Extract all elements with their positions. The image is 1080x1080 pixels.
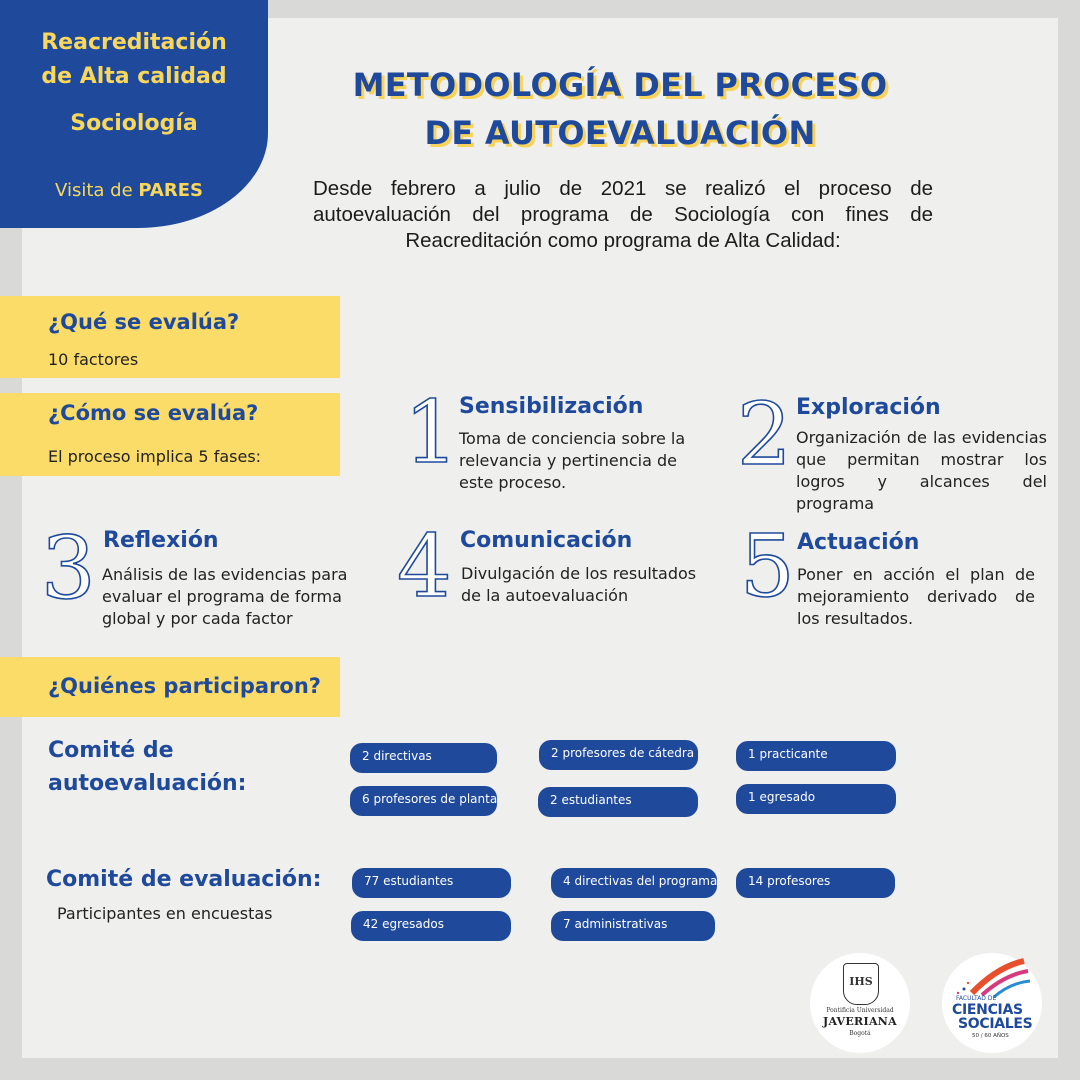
intro-text: Desde febrero a julio de 2021 se realizó el proceso de autoevaluación del programa de Sociología con fines de Reacreditación como programa de Alta Calidad: [313, 177, 933, 252]
phase-title-2: Exploración [796, 395, 941, 420]
phase-number-5: 5 [740, 517, 795, 617]
badge-line-2: de Alta calidad [41, 64, 227, 89]
facultad-line-4: 50 / 60 AÑOS [972, 1033, 1009, 1039]
phase-desc-4: Divulgación de los resultados de la autoevaluación [461, 564, 697, 605]
que-se-evalua-box [0, 296, 340, 378]
pill-auto-6: 1 egresado [736, 784, 896, 814]
como-se-evalua-box [0, 393, 340, 476]
phase-desc-1: Toma de conciencia sobre la relevancia y pertinencia de este proceso. [459, 429, 686, 492]
pill-eval-3: 14 profesores [736, 868, 895, 898]
pill-auto-3: 1 practicante [736, 741, 896, 771]
facultad-line-2: CIENCIAS [952, 1002, 1023, 1018]
comite-evaluacion-title: Comité de evaluación: [46, 867, 322, 892]
phase-desc-2: Organización de las evidencias que permitan mostrar los logros y alcances del programa [796, 428, 1047, 513]
pill-auto-5: 2 estudiantes [538, 787, 698, 817]
phase-desc-5: Poner en acción el plan de mejoramiento derivado de los resultados. [797, 565, 1035, 628]
pill-auto-4: 6 profesores de planta [350, 786, 497, 816]
que-se-evalua-heading: ¿Qué se evalúa? [48, 310, 240, 334]
javeriana-crest-icon: IHS [843, 963, 879, 1005]
phase-title-3: Reflexión [103, 528, 219, 553]
comite-evaluacion-sub: Participantes en encuestas [57, 904, 273, 923]
comite-auto-line-2: autoevaluación: [48, 771, 247, 796]
badge-line-3: Sociología [70, 111, 198, 136]
badge-visit [0, 180, 258, 201]
como-se-evalua-heading: ¿Cómo se evalúa? [48, 401, 259, 425]
pill-auto-2: 2 profesores de cátedra [539, 740, 698, 770]
phase-number-4: 4 [397, 517, 452, 617]
phase-title-1: Sensibilización [459, 394, 644, 419]
facultad-line-1: FACULTAD DE [956, 995, 997, 1002]
pill-eval-5: 7 administrativas [551, 911, 715, 941]
pill-eval-2: 4 directivas del programa [551, 868, 717, 898]
como-se-evalua-sub: El proceso implica 5 fases: [48, 447, 262, 466]
facultad-logo [942, 953, 1042, 1053]
phase-title-5: Actuación [797, 530, 920, 555]
pill-eval-1: 77 estudiantes [352, 868, 511, 898]
badge-visit-prefix: Visita de [55, 180, 139, 201]
phase-number-3: 3 [41, 519, 96, 619]
pill-auto-1: 2 directivas [350, 743, 497, 773]
javeriana-line-1: Pontificia Universidad [826, 1007, 894, 1014]
facultad-line-3: SOCIALES [958, 1016, 1033, 1032]
program-badge [0, 0, 268, 228]
comite-auto-line-1: Comité de [48, 738, 174, 763]
comite-autoevaluacion-title [48, 734, 246, 800]
quienes-heading: ¿Quiénes participaron? [48, 674, 321, 698]
phase-desc-3: Análisis de las evidencias para evaluar el programa de forma global y por cada factor [102, 565, 348, 628]
javeriana-line-2: JAVERIANA [823, 1015, 897, 1028]
pill-eval-4: 42 egresados [351, 911, 511, 941]
javeriana-line-3: Bogotá [849, 1030, 871, 1037]
page-title-line-1: METODOLOGÍA DEL PROCESO [352, 66, 888, 104]
badge-line-1: Reacreditación [41, 30, 227, 55]
javeriana-logo [810, 953, 910, 1053]
phase-number-2: 2 [737, 385, 792, 485]
page-title-line-2: DE AUTOEVALUACIÓN [424, 114, 816, 152]
quienes-box [0, 657, 340, 717]
badge-visit-bold: PARES [138, 180, 203, 201]
phase-title-4: Comunicación [460, 528, 633, 553]
phase-number-1: 1 [404, 383, 459, 483]
que-se-evalua-sub: 10 factores [48, 350, 139, 369]
